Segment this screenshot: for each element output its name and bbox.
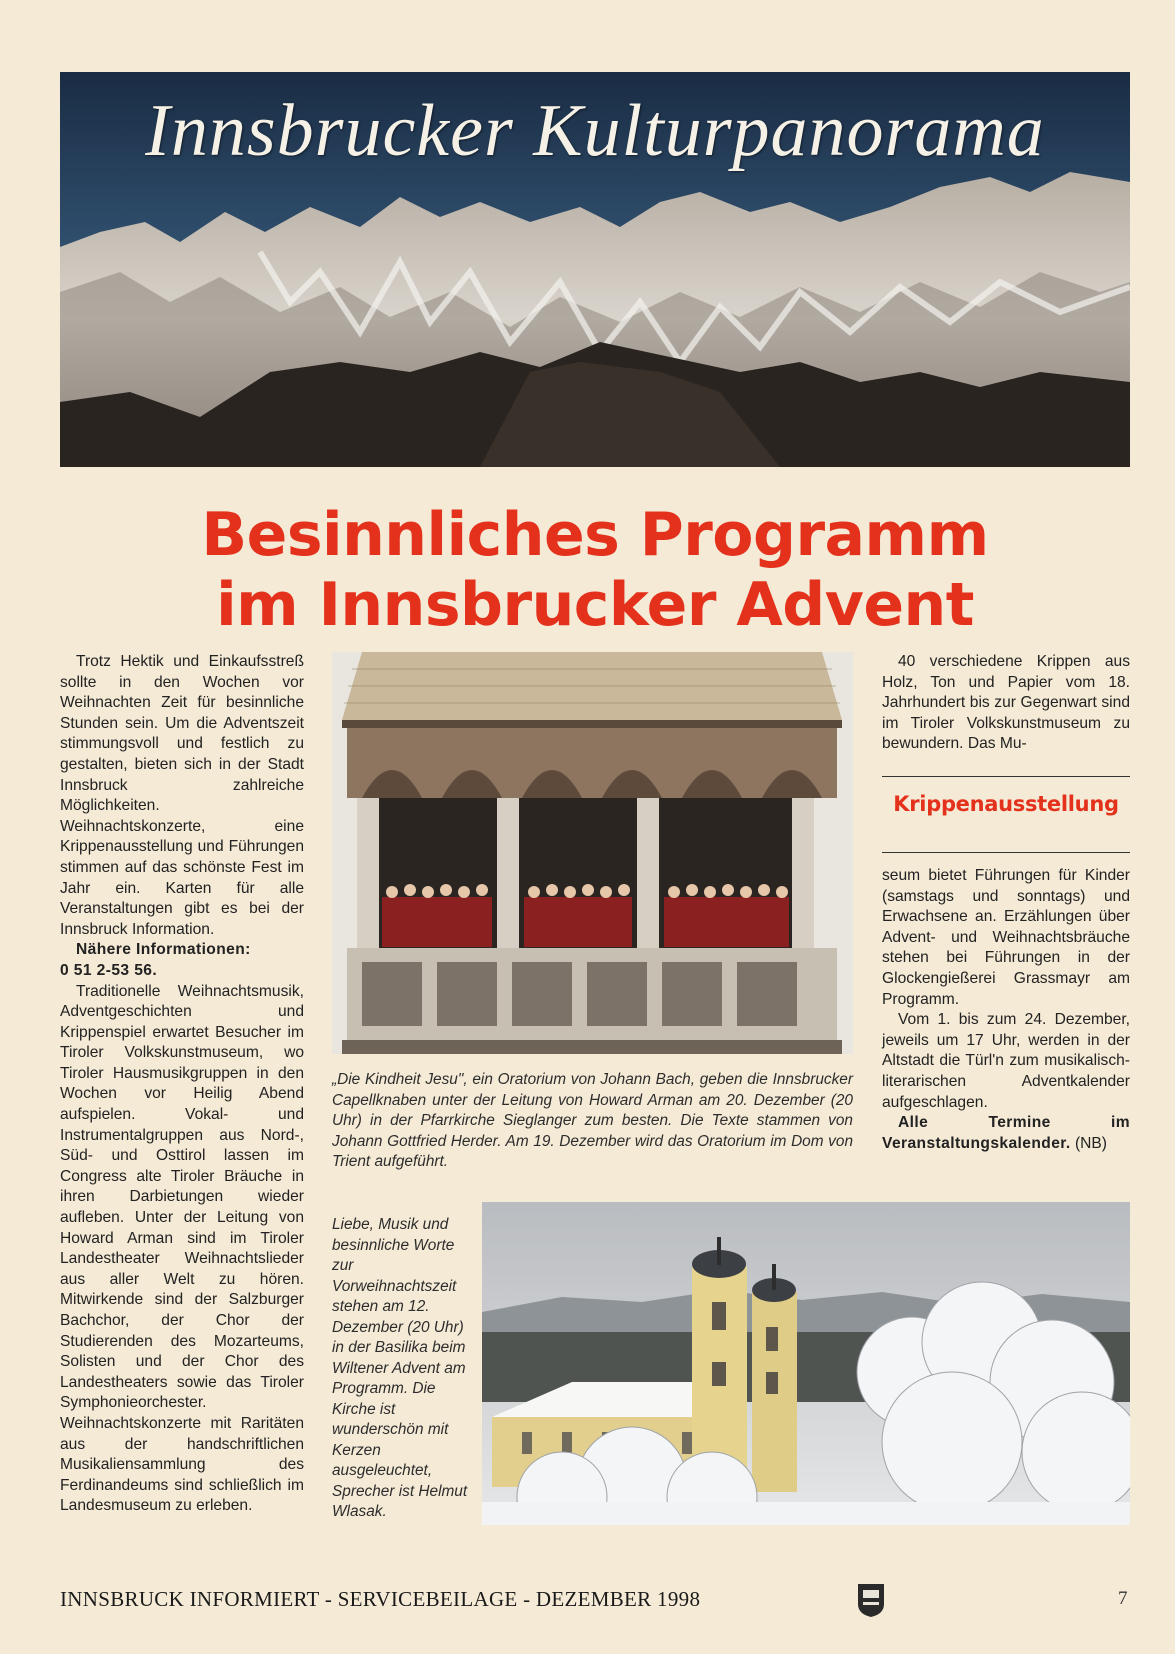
section-title-krippenausstellung: Krippenausstellung	[893, 792, 1119, 816]
closing-tag: (NB)	[1074, 1134, 1108, 1152]
banner-title: Innsbrucker Kulturpanorama	[145, 90, 1045, 172]
caption-basilika: Liebe, Musik und besinnliche Worte zur Vorweihnachtszeit stehen am 12. Dezember (20 Uhr) in der Basilika beim Wiltener Advent am Programm. Die Kirche ist wunderschön mit Kerzen ausgeleuchtet, Sprecher ist Helmut Wlasak.	[332, 1216, 468, 1520]
caption-oratorium: „Die Kindheit Jesu", ein Oratorium von Johann Bach, geben die Innsbrucker Capellknaben unter der Leitung von Howard Arman am 20. Dezember (20 Uhr) in der Pfarrkirche Sieglanger zum besten. Die Texte stammen von Johann Gottfried Herder. Am 19. Dezember wird das Oratorium im Dom von Trient aufgeführt.	[332, 1071, 853, 1170]
right-text-column-top	[882, 652, 1130, 755]
right-text-column-bottom	[882, 866, 1130, 1154]
article-headline	[60, 500, 1130, 640]
paragraph-intro: Trotz Hektik und Einkaufsstreß sollte in den Wochen vor Weihnachten Zeit für besinnliche Stunden sein. Um die Adventszeit stimmungsvoll und festlich zu gestalten, bieten sich in der Stadt Innsbruck zahlreiche Möglichkeiten. Weihnachtskonzerte, eine Krippenausstellung und Führungen stimmen auf das schönste Fest im Jahr ein. Karten für alle Veranstaltungen gibt es bei der Innsbruck Information.	[60, 653, 304, 938]
paragraph-museum: seum bietet Führungen für Kinder (samstags und sonntags) und Erwachsene an. Erzählungen über Advent- und Weihnachtsbräuche stehen bei Führungen in der Glockengießerei Grassmayr am Programm.	[882, 867, 1130, 1008]
closing-bold: Alle Termine im Veranstaltungskalender.	[882, 1114, 1130, 1152]
page-number: 7	[1118, 1588, 1128, 1609]
section-rule-top	[882, 776, 1130, 777]
section-rule-bottom	[882, 852, 1130, 853]
closing-line	[882, 1113, 1130, 1154]
banner-mountain-photo	[60, 72, 1130, 467]
city-crest-logo-icon	[856, 1582, 886, 1618]
golden-roof-choir-photo	[332, 652, 853, 1054]
paragraph-krippen: 40 verschiedene Krippen aus Holz, Ton und Papier vom 18. Jahrhundert bis zur Gegenwart sind im Tiroler Volkskunstmuseum zu bewundern. Das Mu-	[882, 653, 1130, 753]
left-text-column	[60, 652, 304, 1517]
headline-line-2: im Innsbrucker Advent	[216, 570, 974, 640]
info-label: Nähere Informationen:	[76, 941, 251, 959]
paragraph-adventkalender: Vom 1. bis zum 24. Dezember, jeweils um 17 Uhr, werden in der Altstadt die Türl'n zum musikalisch-literarischen Adventkalender aufgeschlagen.	[882, 1011, 1130, 1111]
footer-publication-line: INNSBRUCK INFORMIERT - SERVICEBEILAGE - DEZEMBER 1998	[60, 1587, 701, 1611]
info-phone: 0 51 2-53 56.	[60, 961, 158, 979]
headline-line-1: Besinnliches Programm	[201, 500, 989, 570]
paragraph-concerts: Traditionelle Weihnachtsmusik, Adventgeschichten und Krippenspiel erwartet Besucher im Tiroler Volkskunstmuseum, wo Tiroler Hausmusikgruppen in den Wochen vor Heilig Abend aufspielen. Vokal- und Instrumentalgruppen aus Nord-, Süd- und Osttirol lassen im Congress alte Tiroler Bräuche in ihren Darbietungen wieder aufleben. Unter der Leitung von Howard Arman sind im Tiroler Landestheater Weihnachtslieder aus aller Welt zu hören. Mitwirkende sind der Salzburger Bachchor, der Chor der Studierenden des Mozarteums, Solisten und der Chor des Landestheaters sowie das Tiroler Symphonieorchester. Weihnachtskonzerte mit Raritäten aus der handschriftlichen Musikaliensammlung des Ferdinandeums sind schließlich im Landesmuseum zu erleben.	[60, 982, 304, 1515]
wilten-basilica-photo	[482, 1202, 1130, 1525]
